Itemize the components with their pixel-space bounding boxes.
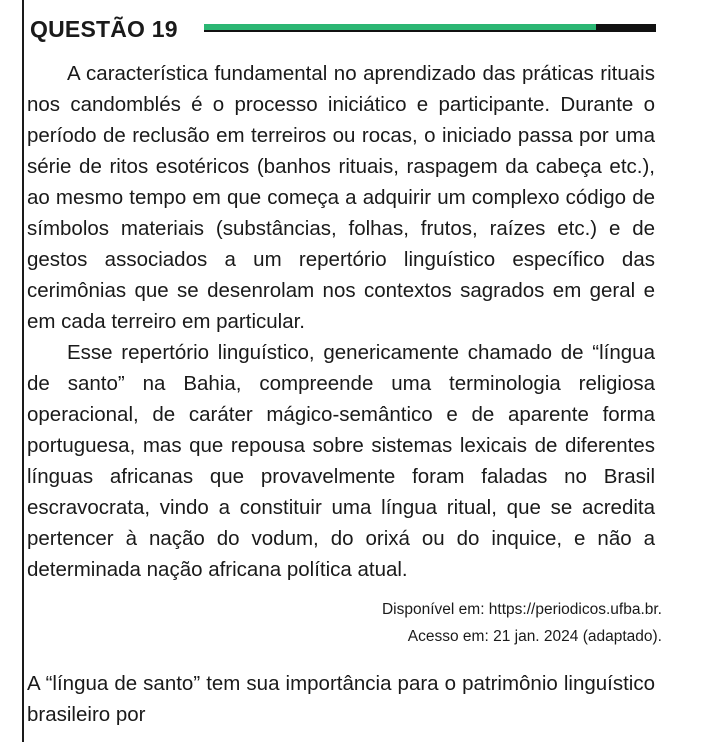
source-citation: [382, 596, 662, 650]
passage-paragraph-2: Esse repertório linguístico, genericamente chamado de “língua de santo” na Bahia, compreende uma terminologia religiosa operacional, de caráter mágico-semântico e de aparente forma portuguesa, mas que repousa sobre sistemas lexicais de diferentes línguas africanas que provavelmente foram faladas no Brasil escravocrata, vindo a constituir uma língua ritual, que se acredita pertencer à nação do vodum, do orixá ou do inquice, e não a determinada nação africana política atual.: [27, 341, 655, 581]
question-title: QUESTÃO 19: [30, 16, 178, 42]
source-line-url: Disponível em: https://periodicos.ufba.br.: [381, 601, 662, 618]
question-prompt: A “língua de santo” tem sua importância para o patrimônio linguístico brasileiro por: [27, 672, 655, 726]
source-line-access: Acesso em: 21 jan. 2024 (adaptado).: [407, 628, 662, 645]
title-bar-green-stripe: [204, 24, 596, 30]
title-decorative-bar: [204, 24, 656, 32]
question-header: [30, 14, 660, 48]
text-passage: [27, 58, 655, 585]
passage-paragraph-1: A característica fundamental no aprendizado das práticas rituais nos candomblés é o processo iniciático e participante. Durante o período de reclusão em terreiros ou rocas, o iniciado passa por uma série de ritos esotéricos (banhos rituais, raspagem da cabeça etc.), ao mesmo tempo em que começa a adquirir um complexo código de símbolos materiais (substâncias, folhas, frutos, raízes etc.) e de gestos associados a um repertório linguístico específico das cerimônias que se desenrolam nos contextos sagrados em geral e em cada terreiro em particular.: [27, 62, 655, 333]
left-margin-rule: [22, 0, 24, 742]
